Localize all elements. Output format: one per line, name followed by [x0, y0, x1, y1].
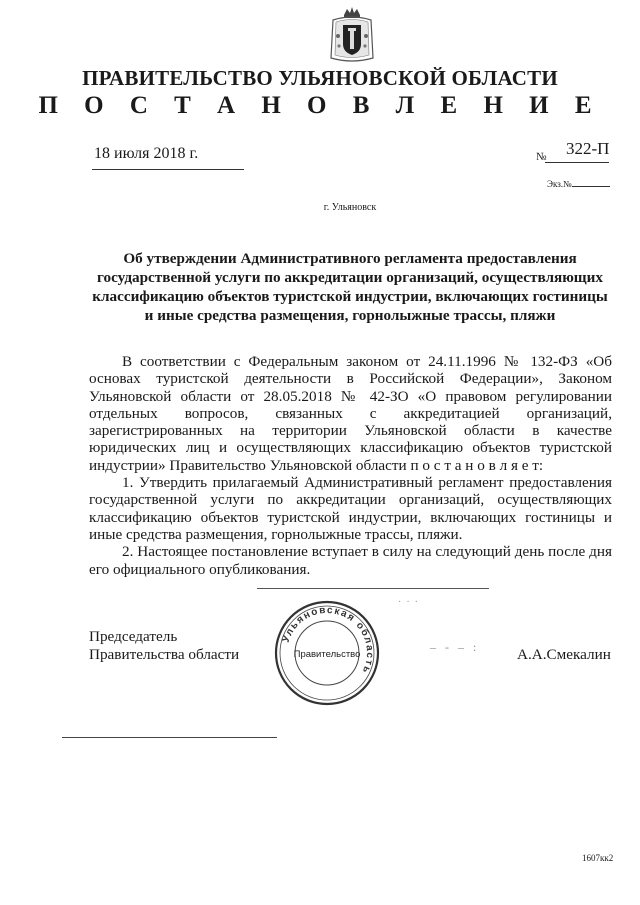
- item-2-paragraph: 2. Настоящее постановление вступает в силу на следующий день после дня его официального опубликования.: [89, 543, 612, 578]
- separator-line: [257, 588, 489, 589]
- position-line-1: Председатель: [89, 628, 178, 645]
- resolves-verb: п о с т а н о в л я е т:: [410, 456, 544, 474]
- position-line-2: Правительства области: [89, 646, 240, 663]
- document-date: 18 июля 2018 г.: [94, 145, 199, 162]
- preamble-text: В соответствии с Федеральным законом от 24.11.1996 № 132-ФЗ «Об основах туристской деятельности в Российской Федерации», Законом Ульяновской области от 28.05.2018 № 42-ЗО «О правовом регулировании отдельных вопросов, связанных с аккредитацией организаций, зарегистрированных на территории Ульяновской области в качестве юридических лиц и осуществляющих классификацию объектов туристской индустрии» Правительство Ульяновской области: [89, 353, 612, 474]
- signatory-position: [89, 628, 239, 664]
- scan-noise-mark: · · ·: [398, 597, 418, 608]
- copy-number-label: Экз.№: [547, 179, 572, 189]
- signatory-name: А.А.Смекалин: [517, 646, 611, 663]
- document-city: г. Ульяновск: [323, 202, 377, 213]
- document-number: 322-П: [566, 139, 610, 158]
- document-title: [84, 249, 616, 325]
- title-line: классификацию объектов туристской индустрии, включающих гостиницы: [92, 288, 608, 305]
- stamp-center-text: Правительство: [293, 649, 361, 660]
- preamble-paragraph: [89, 353, 612, 474]
- number-sign: №: [536, 151, 547, 163]
- document-type-heading: П О С Т А Н О В Л Е Н И Е: [38, 92, 602, 119]
- title-line: Об утверждении Административного регламента предоставления: [123, 250, 577, 267]
- stamp-ring-text: Ульяновская область: [280, 604, 376, 676]
- footer-code: 1607кк2: [582, 853, 614, 863]
- bottom-rule: [62, 737, 277, 738]
- copy-number-underline: [572, 186, 610, 187]
- government-title: ПРАВИТЕЛЬСТВО УЛЬЯНОВСКОЙ ОБЛАСТИ: [82, 66, 558, 90]
- item-1-paragraph: 1. Утвердить прилагаемый Административный регламент предоставления государственной услуги по аккредитации организаций, осуществляющих классификацию объектов туристской индустрии, включающих гостиницы и иные средства размещения, горнолыжные трассы, пляжи.: [89, 474, 612, 543]
- coat-of-arms-icon: [327, 6, 377, 64]
- official-stamp: [272, 598, 382, 708]
- title-line: и иные средства размещения, горнолыжные трассы, пляжи: [144, 307, 556, 324]
- signature-mark: – - – :: [430, 640, 480, 654]
- date-underline: [92, 169, 244, 170]
- number-underline: [545, 162, 609, 163]
- title-line: государственной услуги по аккредитации организаций, осуществляющих: [97, 269, 603, 286]
- document-body: [89, 353, 612, 578]
